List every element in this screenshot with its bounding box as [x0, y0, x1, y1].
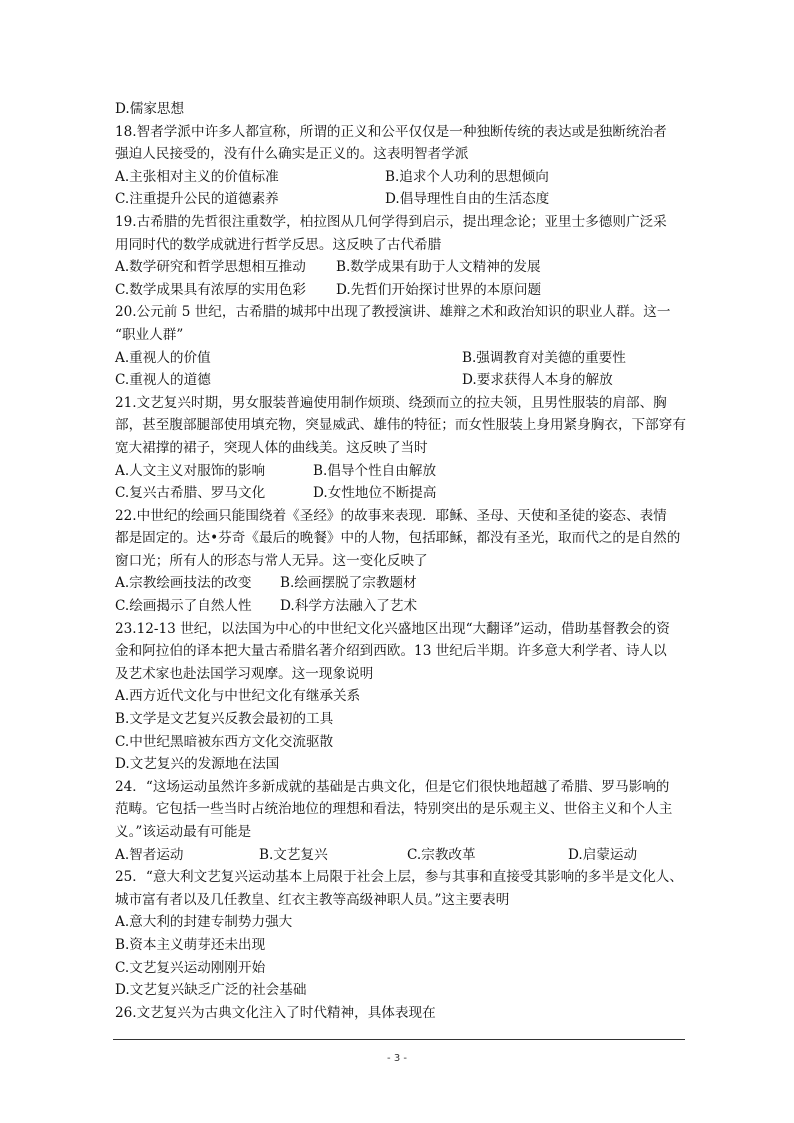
question-23-stem: 金和阿拉伯的译本把大量古希腊名著介绍到西欧。13 世纪后半期。许多意大利学者、诗人以: [115, 643, 667, 660]
question-21-options: [115, 460, 685, 483]
option-c: C.复兴古希腊、罗马文化: [115, 485, 266, 502]
question-24-options: [115, 844, 685, 867]
question-18-options: [115, 166, 685, 189]
page-number: - 3 -: [387, 1053, 407, 1064]
question-19-options: [115, 279, 685, 302]
question-20-options: [115, 347, 685, 370]
question-19-options: [115, 256, 685, 279]
option-c: C.注重提升公民的道德素养: [115, 191, 279, 208]
option-b: B.强调教育对美德的重要性: [462, 349, 626, 366]
option-a: A.智者运动: [115, 846, 184, 863]
option-b: B.资本主义萌芽还未出现: [115, 936, 266, 953]
question-22-options: [115, 595, 685, 618]
question-19-stem: 用同时代的数学成就进行哲学反思。这反映了古代希腊: [115, 236, 442, 253]
question-21-stem: 部，甚至腹部腿部使用填充物，突显威武、雄伟的特征；而女性服装上身用紧身胸衣，下部穿有: [115, 417, 686, 434]
option-a: A.数学研究和哲学思想相互推动: [115, 259, 306, 276]
question-24-stem: 范畴。它包括一些当时占统治地位的理想和看法，特别突出的是乐观主义、世俗主义和个人主: [115, 801, 673, 818]
option-c: C.数学成果具有浓厚的实用色彩: [115, 281, 306, 298]
question-20-stem: “职业人群”: [115, 326, 184, 343]
question-18-stem: 18.智者学派中许多人都宣称，所谓的正义和公平仅仅是一种独断传统的表达或是独断统治者: [115, 123, 667, 140]
question-22-stem: 都是固定的。达•芬奇《最后的晚餐》中的人物，包括耶稣，都没有圣光，取而代之的是自然的: [115, 530, 681, 547]
question-19-stem: 19.古希腊的先哲很注重数学，柏拉图从几何学得到启示，提出理念论；亚里士多德则广泛采: [115, 213, 667, 230]
question-25-stem: 25．“意大利文艺复兴运动基本上局限于社会上层，参与其事和直接受其影响的多半是文化人、: [115, 869, 683, 886]
question-25-stem: 城市富有者以及几任教皇、红衣主教等高级神职人员。”这主要表明: [115, 891, 510, 908]
question-20-stem: 20.公元前 5 世纪，古希腊的城邦中出现了教授演讲、雄辩之术和政治知识的职业人群。这一: [115, 304, 671, 321]
option-b: B.绘画摆脱了宗教题材: [280, 575, 417, 592]
option-b: B.追求个人功利的思想倾向: [385, 168, 549, 185]
option-c: C.绘画揭示了自然人性: [115, 598, 252, 615]
option-b: B.数学成果有助于人文精神的发展: [336, 259, 541, 276]
question-21-options: [115, 482, 685, 505]
option-d: D.倡导理性自由的生活态度: [385, 191, 550, 208]
question-22-stem: 窗口光；所有人的形态与常人无异。这一变化反映了: [115, 552, 428, 569]
question-26-stem: 26.文艺复兴为古典文化注入了时代精神，具体表现在: [115, 1004, 436, 1021]
option-d: D.科学方法融入了艺术: [280, 598, 418, 615]
question-21-stem: 宽大裙撑的裙子，突现人体的曲线美。这反映了当时: [115, 439, 428, 456]
option-d: D.先哲们开始探讨世界的本原问题: [336, 281, 542, 298]
question-24-stem: 24．“这场运动虽然许多新成就的基础是古典文化，但是它们很快地超越了希腊、罗马影响的: [115, 778, 670, 795]
question-20-options: [115, 369, 685, 392]
question-18-options: [115, 188, 685, 211]
option-a: A.宗教绘画技法的改变: [115, 575, 252, 592]
question-23-stem: 23.12-13 世纪，以法国为中心的中世纪文化兴盛地区出现“大翻译”运动，借助基督教会的资: [115, 620, 670, 637]
option-d: D.女性地位不断提高: [313, 485, 437, 502]
footer-divider: [113, 1039, 685, 1040]
question-22-options: [115, 572, 685, 595]
option-a: A.人文主义对服饰的影响: [115, 462, 266, 479]
option-b: B.文艺复兴: [259, 846, 328, 863]
option-d: D.文艺复兴的发源地在法国: [115, 756, 280, 773]
option-a: A.重视人的价值: [115, 349, 211, 366]
question-18-stem: 强迫人民接受的，没有什么确实是正义的。这表明智者学派: [115, 146, 469, 163]
option-a: A.主张相对主义的价值标准: [115, 168, 279, 185]
option-c: C.中世纪黑暗被东西方文化交流驱散: [115, 733, 334, 750]
option-a: A.意大利的封建专制势力强大: [115, 914, 293, 931]
option-c: C.宗教改革: [407, 846, 476, 863]
question-22-stem: 22.中世纪的绘画只能围绕着《圣经》的故事来表现．耶稣、圣母、天使和圣徒的姿态、表情: [115, 507, 667, 524]
question-24-stem: 义。”该运动最有可能是: [115, 824, 252, 840]
question-sheet: [115, 98, 685, 1024]
question-21-stem: 21.文艺复兴时期，男女服装普遍使用制作烦琐、绕颈而立的拉夫领，且男性服装的肩部、胸: [115, 394, 667, 411]
option-a: A.西方近代文化与中世纪文化有继承关系: [115, 688, 361, 705]
question-23-stem: 及艺术家也赴法国学习观摩。这一现象说明: [115, 665, 374, 682]
option-b: B.倡导个性自由解放: [313, 462, 437, 479]
option-b: B.文学是文艺复兴反教会最初的工具: [115, 711, 334, 728]
option-d: D.文艺复兴缺乏广泛的社会基础: [115, 982, 307, 999]
option-text: D.儒家思想: [115, 101, 185, 117]
option-d: D.要求获得人本身的解放: [462, 372, 613, 389]
option-c: C.文艺复兴运动刚刚开始: [115, 959, 266, 976]
option-d: D.启蒙运动: [568, 846, 638, 863]
option-c: C.重视人的道德: [115, 372, 211, 389]
